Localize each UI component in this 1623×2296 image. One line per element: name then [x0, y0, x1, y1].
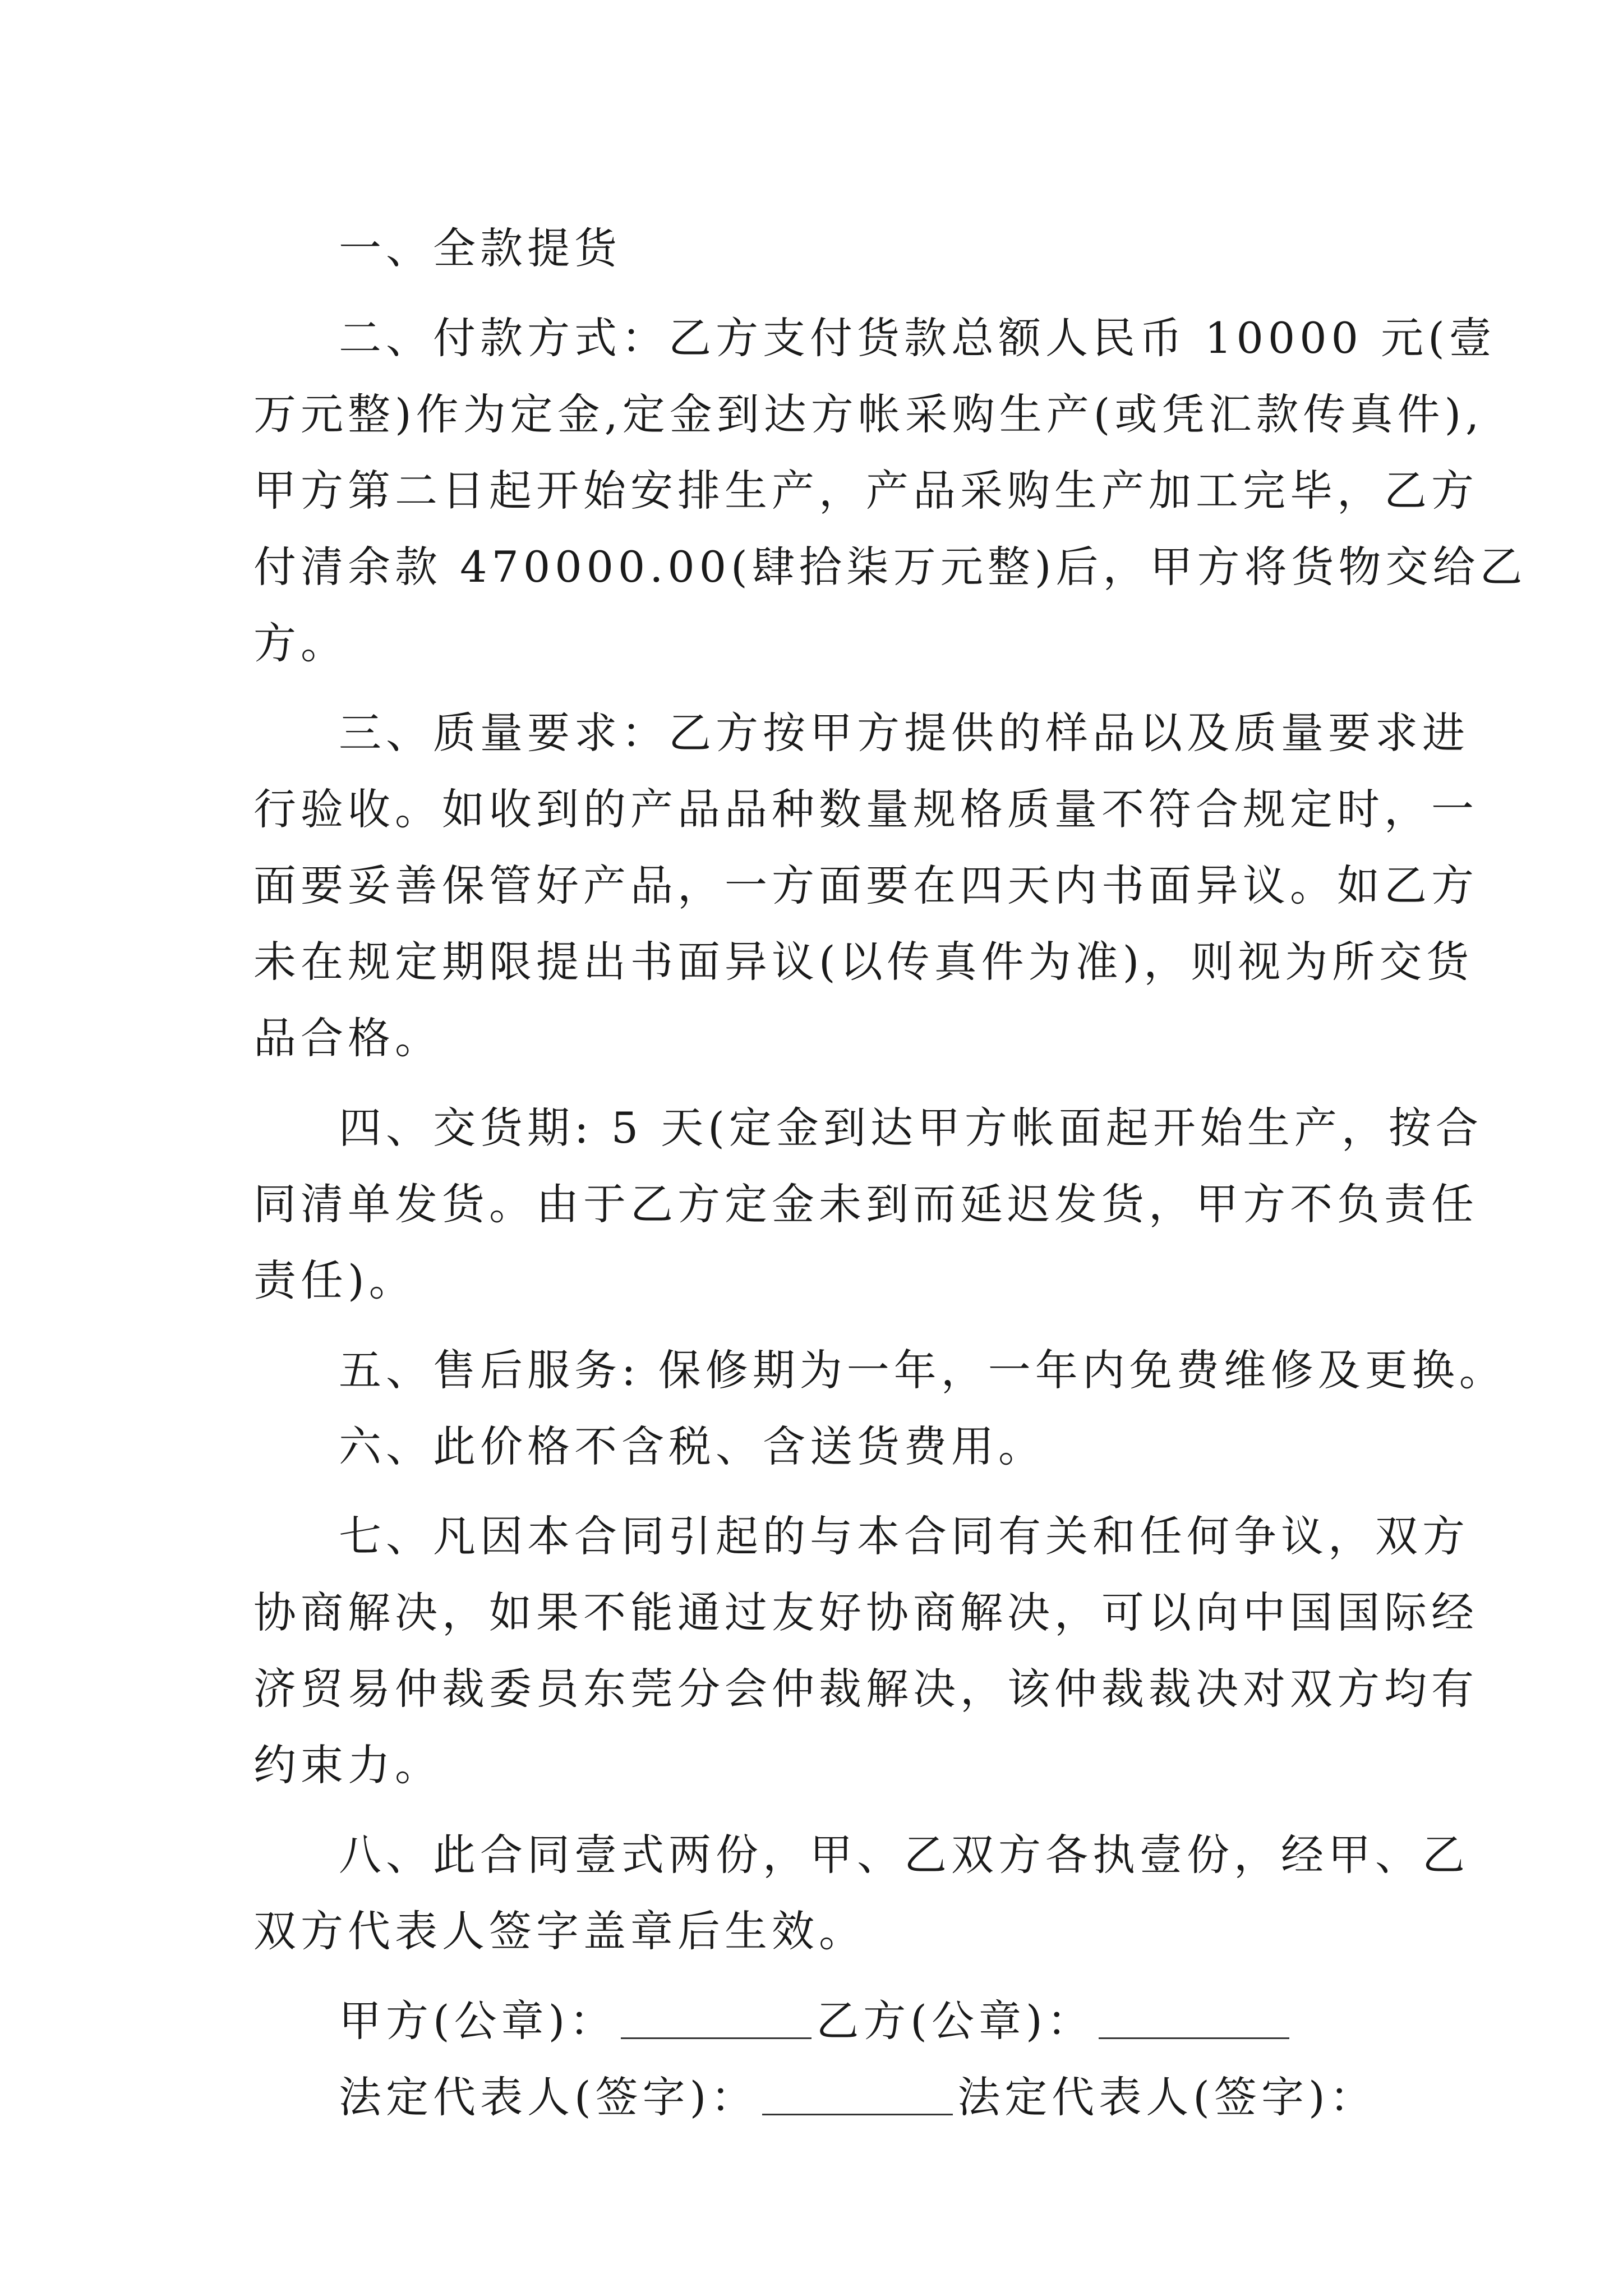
clause-line: 约束力。: [253, 1740, 442, 1790]
seal-row: [253, 1983, 1386, 2059]
clause-line: 面要妥善保管好产品，一方面要在四天内书面异议。如乙方: [253, 861, 1478, 910]
clause-line: 行验收。如收到的产品品种数量规格质量不符合规定时，一: [253, 784, 1478, 834]
party-a-legal-rep-label: 法定代表人(签字)：: [339, 2072, 758, 2122]
clause-line: 付清余款 470000.00(肆拾柒万元整)后，甲方将货物交给乙: [253, 542, 1527, 592]
clause-2-payment: [253, 300, 1527, 682]
clause-line: 五、售后服务: 保修期为一年，一年内免费维修及更换。: [339, 1345, 1506, 1395]
party-a-seal-label: 甲方(公章)：: [339, 1996, 617, 2046]
clause-line: 一、全款提货: [339, 223, 621, 273]
party-b-legal-rep-label: 法定代表人(签字)：: [957, 2072, 1377, 2122]
party-a-seal-blank[interactable]: [621, 2037, 811, 2039]
clause-8-copies: [253, 1817, 1469, 1970]
clause-line: 双方代表人签字盖章后生效。: [253, 1906, 866, 1956]
contract-body: [253, 210, 1527, 2136]
clause-line: 济贸易仲裁委员东莞分会仲裁解决，该仲裁裁决对双方均有: [253, 1664, 1478, 1714]
clause-line: 二、付款方式：乙方支付货款总额人民币 10000 元(壹: [339, 313, 1496, 363]
clause-line: 万元整)作为定金,定金到达方帐采购生产(或凭汇款传真件),: [253, 389, 1484, 439]
clause-6-price: [253, 1409, 1386, 1485]
clause-3-quality: [253, 695, 1478, 1076]
clause-line: 八、此合同壹式两份，甲、乙双方各执壹份，经甲、乙: [339, 1830, 1469, 1880]
clause-line: 六、此价格不含税、含送货费用。: [339, 1421, 1045, 1471]
clause-4-delivery: [253, 1090, 1483, 1319]
clause-line: 七、凡因本合同引起的与本合同有关和任何争议，双方: [339, 1511, 1469, 1561]
clause-line: 责任)。: [253, 1255, 416, 1305]
party-b-seal-label: 乙方(公章)：: [816, 1996, 1094, 2046]
clause-line: 协商解决，如果不能通过友好协商解决，可以向中国国际经: [253, 1588, 1478, 1637]
clause-line: 三、质量要求：乙方按甲方提供的样品以及质量要求进: [339, 708, 1469, 758]
clause-1: [253, 210, 1386, 287]
clause-line: 同清单发货。由于乙方定金未到而延迟发货，甲方不负责任: [253, 1179, 1478, 1229]
clause-line: 四、交货期: 5 天(定金到达甲方帐面起开始生产，按合: [339, 1103, 1483, 1153]
clause-5-after-sales: [253, 1332, 1506, 1409]
clause-line: 甲方第二日起开始安排生产，产品采购生产加工完毕，乙方: [253, 466, 1478, 516]
clause-line: 方。: [253, 618, 348, 668]
clause-7-dispute: [253, 1498, 1478, 1803]
party-a-signature-blank[interactable]: [762, 2114, 953, 2115]
signature-block: [253, 1983, 1386, 2136]
clause-line: 未在规定期限提出书面异议(以传真件为准)，则视为所交货: [253, 937, 1474, 987]
party-b-seal-blank[interactable]: [1099, 2037, 1289, 2039]
clause-line: 品合格。: [253, 1013, 442, 1063]
legal-rep-row: [253, 2059, 1386, 2136]
